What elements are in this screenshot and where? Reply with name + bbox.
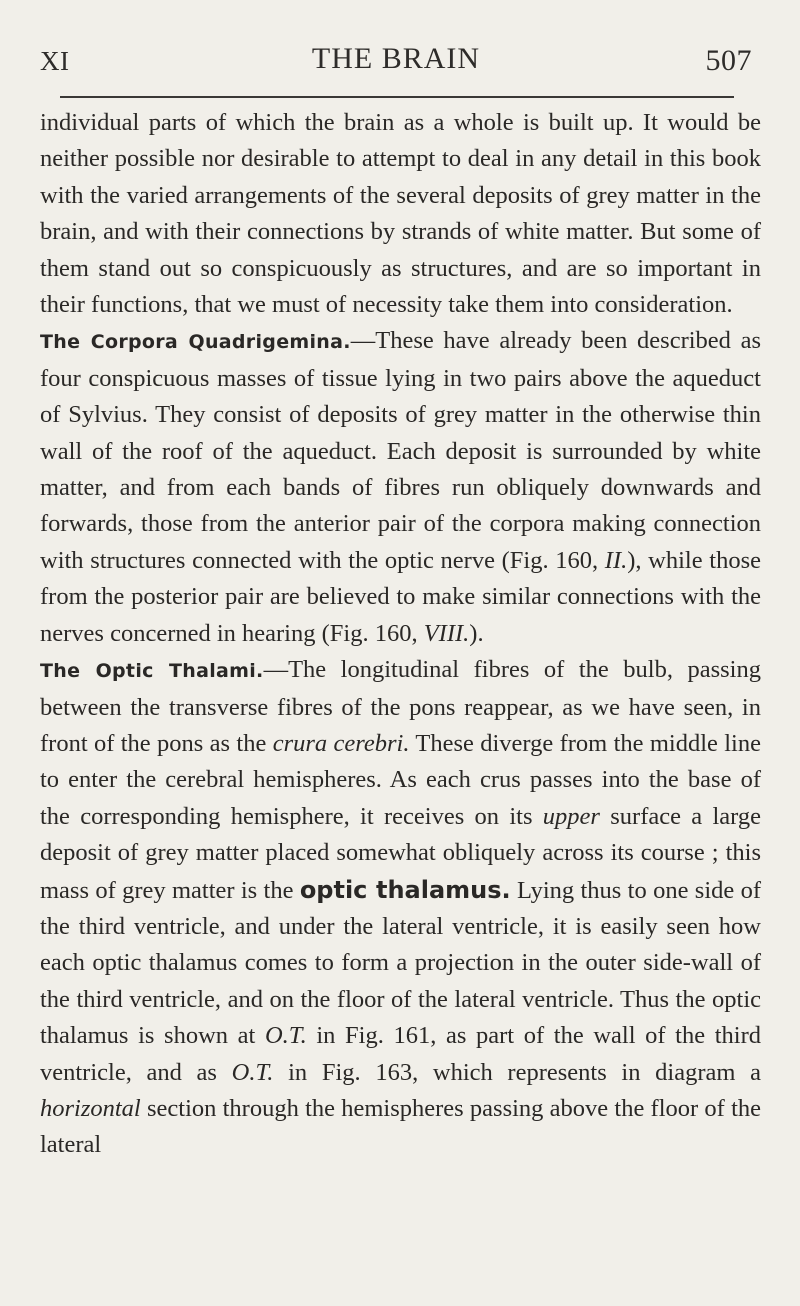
header-rule	[60, 96, 734, 98]
body-text	[40, 105, 761, 1164]
chapter-number: XI	[40, 46, 70, 76]
paragraph-quadrigemina	[40, 323, 761, 652]
paragraph-text: —These have already been described as four conspicuous masses of tissue lying in two pairs above the aqueduct of Sylvius. They consist of deposits of grey matter in the otherwise thin wall of the roof of the aqueduct. Each deposit is surrounded by white matter, and from each bands of fibres run obliquely downwards and forwards, those from the anterior pair of the corpora making connection with structures connected with the optic nerve (Fig. 160,	[40, 327, 761, 574]
paragraph-text: ), while those from the posterior pair are believed to make similar connections with the nerves concerned in hearing (Fig. 160,	[40, 546, 761, 647]
section-heading: The Corpora Quadrigemina.	[40, 331, 351, 354]
page-number: 507	[705, 44, 752, 77]
paragraph-text: individual parts of which the brain as a whole is built up. It would be neither possible nor desirable to attempt to deal in any detail in this book with the varied arrangements of the several deposits of grey matter in the brain, and with their connections by strands of white matter. But some of them stand out so conspicuously as structures, and are so important in their functions, that we must of necessity take them into consideration.	[40, 109, 761, 319]
paragraph-intro	[40, 105, 761, 323]
figure-reference: II.	[604, 546, 628, 574]
paragraph-text: in Fig. 161, as part of the wall of the third ventricle, and as	[40, 1022, 761, 1086]
paragraph-text: in Fig. 163, which represents in diagram a	[273, 1058, 761, 1086]
figure-reference: VIII.	[423, 619, 470, 647]
italic-term: horizontal	[40, 1094, 141, 1122]
figure-label: O.T.	[231, 1058, 274, 1086]
bold-term: optic thalamus.	[299, 875, 511, 904]
italic-term: upper	[542, 802, 600, 830]
italic-term: crura cerebri.	[272, 729, 410, 757]
paragraph-text: —The longitudinal fibres of the bulb, passing between the transverse fibres of the pons reappear, as we have seen, in front of the pons as the	[40, 656, 761, 757]
running-header	[40, 42, 752, 82]
paragraph-text: ).	[469, 619, 484, 647]
paragraph-text: section through the hemispheres passing above the floor of the lateral	[40, 1094, 761, 1159]
paragraph-text: These diverge from the middle line to enter the cerebral hemispheres. As each crus passes into the base of the corresponding hemisphere, it receives on its	[40, 729, 761, 830]
section-heading: The Optic Thalami.	[40, 660, 264, 683]
paragraph-text: Lying thus to one side of the third ventricle, and under the lateral ventricle, it is easily seen how each optic thalamus comes to form a projection in the outer side-wall of the third ventricle, and on the floor of the lateral ventricle. Thus the optic thalamus is shown at	[40, 876, 761, 1050]
paragraph-thalami	[40, 652, 761, 1164]
figure-label: O.T.	[264, 1022, 307, 1050]
running-title: THE BRAIN	[311, 42, 481, 75]
paragraph-text: surface a large deposit of grey matter placed somewhat obliquely across its course ; this mass of grey matter is the	[40, 802, 762, 904]
